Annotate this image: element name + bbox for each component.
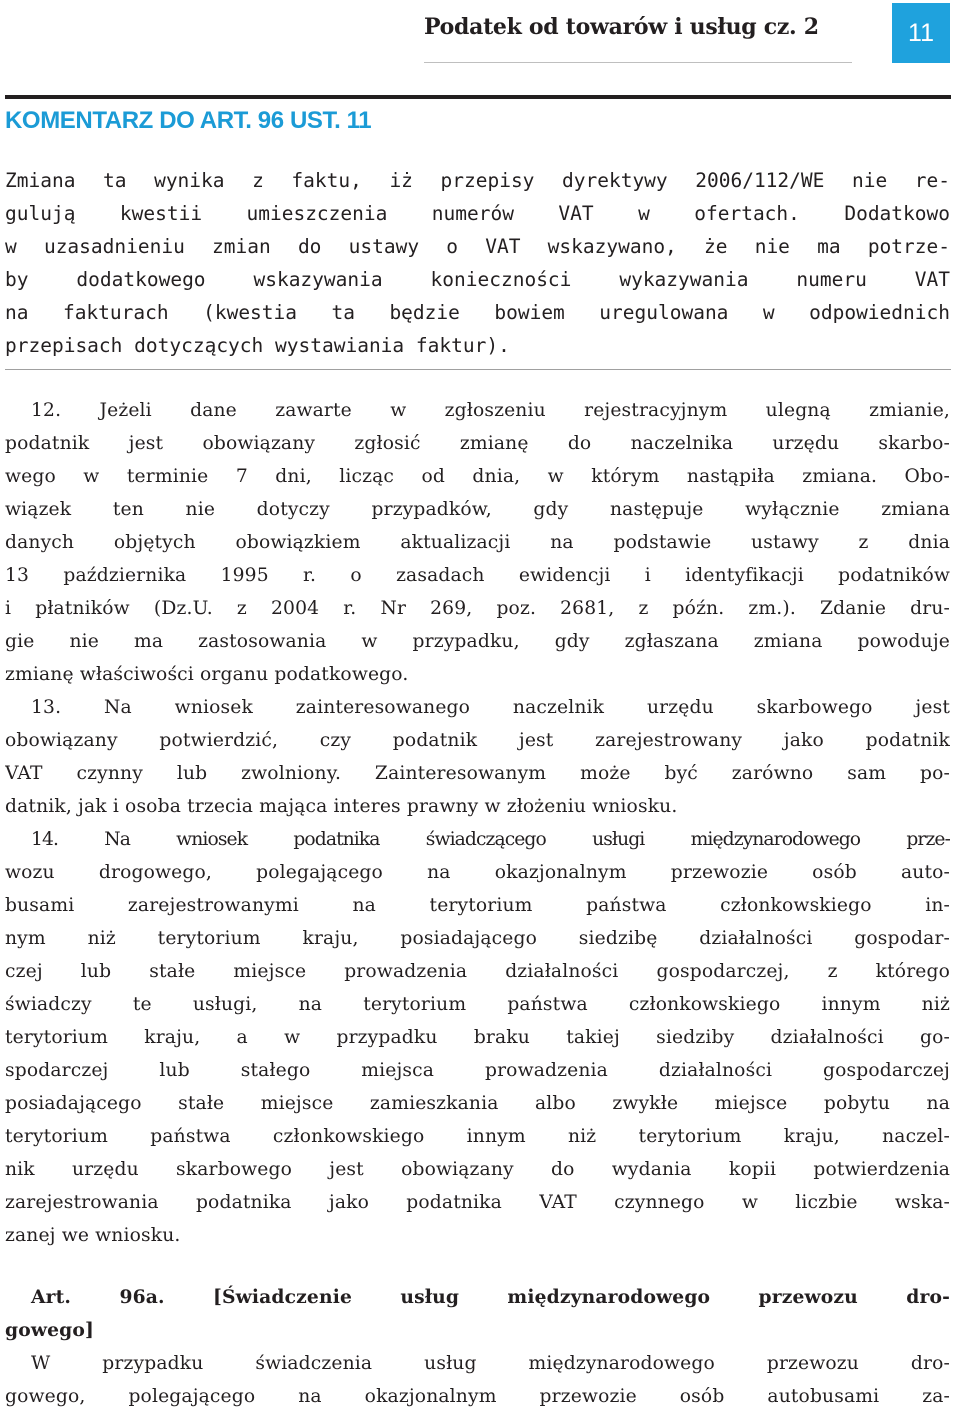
header-underline xyxy=(424,62,852,63)
text-line: terytorium kraju, a w przypadku braku takiej siedziby działalności go- xyxy=(5,1027,950,1048)
text-line: podatnik jest obowiązany zgłosić zmianę do naczelnika urzędu skarbo- xyxy=(5,433,950,454)
paragraph-13 xyxy=(5,691,950,823)
text-line: spodarczej lub stałego miejsca prowadzenia działalności gospodarczej xyxy=(5,1060,950,1081)
text-line: nik urzędu skarbowego jest obowiązany do wydania kopii potwierdzenia xyxy=(5,1159,950,1180)
text-line: busami zarejestrowanymi na terytorium państwa członkowskiego in- xyxy=(5,895,950,916)
comment-divider xyxy=(5,369,951,370)
text-line: W przypadku świadczenia usług międzynarodowego przewozu dro- xyxy=(31,1353,950,1374)
comment-heading: KOMENTARZ DO ART. 96 UST. 11 xyxy=(5,107,372,134)
comment-line: na fakturach (kwestia ta będzie bowiem uregulowana w odpowiednich xyxy=(5,301,950,324)
article-96a xyxy=(5,1281,950,1413)
text-line: i płatników (Dz.U. z 2004 r. Nr 269, poz. 2681, z późn. zm.). Zdanie dru- xyxy=(5,598,950,619)
text-line: datnik, jak i osoba trzecia mająca interes prawny w złożeniu wniosku. xyxy=(5,796,678,817)
text-line: gowego, polegającego na okazjonalnym przewozie osób autobusami za- xyxy=(5,1386,950,1407)
text-line: świadczy te usługi, na terytorium państwa członkowskiego innym niż xyxy=(5,994,950,1015)
page-number: 11 xyxy=(908,18,934,47)
text-line: 14. Na wniosek podatnika świadczącego usługi międzynarodowego prze- xyxy=(31,829,950,850)
text-line: wego w terminie 7 dni, licząc od dnia, w którym nastąpiła zmiana. Obo- xyxy=(5,466,950,487)
text-line: zarejestrowania podatnika jako podatnika VAT czynnego w liczbie wska- xyxy=(5,1192,950,1213)
text-line: 12. Jeżeli dane zawarte w zgłoszeniu rejestracyjnym ulegną zmianie, xyxy=(31,400,950,421)
comment-line: gulują kwestii umieszczenia numerów VAT w ofertach. Dodatkowo xyxy=(5,202,950,225)
text-line: 13. Na wniosek zainteresowanego naczelnik urzędu skarbowego jest xyxy=(31,697,950,718)
comment-line: przepisach dotyczących wystawiania faktur). xyxy=(5,334,510,357)
article-heading: Art. 96a. [Świadczenie usług międzynarodowego przewozu dro- xyxy=(31,1286,950,1308)
text-line: terytorium państwa członkowskiego innym niż terytorium kraju, naczel- xyxy=(5,1126,950,1147)
text-line: posiadającego stałe miejsce zamieszkania albo zwykłe miejsce pobytu na xyxy=(5,1093,950,1114)
paragraph-12 xyxy=(5,394,950,691)
text-line: obowiązany potwierdzić, czy podatnik jest zarejestrowany jako podatnik xyxy=(5,730,950,751)
text-line: VAT czynny lub zwolniony. Zainteresowanym może być zarówno sam po- xyxy=(5,763,950,784)
running-title: Podatek od towarów i usług cz. 2 xyxy=(424,14,819,40)
text-line: wozu drogowego, polegającego na okazjonalnym przewozie osób auto- xyxy=(5,862,950,883)
comment-text xyxy=(5,164,950,362)
text-line: 13 października 1995 r. o zasadach ewidencji i identyfikacji podatników xyxy=(5,565,950,586)
text-line: danych objętych obowiązkiem aktualizacji na podstawie ustawy z dnia xyxy=(5,532,950,553)
page-number-badge xyxy=(892,3,950,63)
article-heading: gowego] xyxy=(5,1319,94,1341)
paragraph-14 xyxy=(5,823,950,1252)
header-divider xyxy=(5,95,951,99)
text-line: gie nie ma zastosowania w przypadku, gdy zgłaszana zmiana powoduje xyxy=(5,631,950,652)
comment-line: Zmiana ta wynika z faktu, iż przepisy dyrektywy 2006/112/WE nie re- xyxy=(5,169,950,192)
text-line: wiązek ten nie dotyczy przypadków, gdy następuje wyłącznie zmiana xyxy=(5,499,950,520)
text-line: czej lub stałe miejsce prowadzenia działalności gospodarczej, z którego xyxy=(5,961,950,982)
text-line: zanej we wniosku. xyxy=(5,1225,181,1246)
text-line: zmianę właściwości organu podatkowego. xyxy=(5,664,409,685)
comment-line: by dodatkowego wskazywania konieczności wykazywania numeru VAT xyxy=(5,268,950,291)
comment-line: w uzasadnieniu zmian do ustawy o VAT wskazywano, że nie ma potrze- xyxy=(5,235,950,258)
text-line: nym niż terytorium kraju, posiadającego siedzibę działalności gospodar- xyxy=(5,928,950,949)
